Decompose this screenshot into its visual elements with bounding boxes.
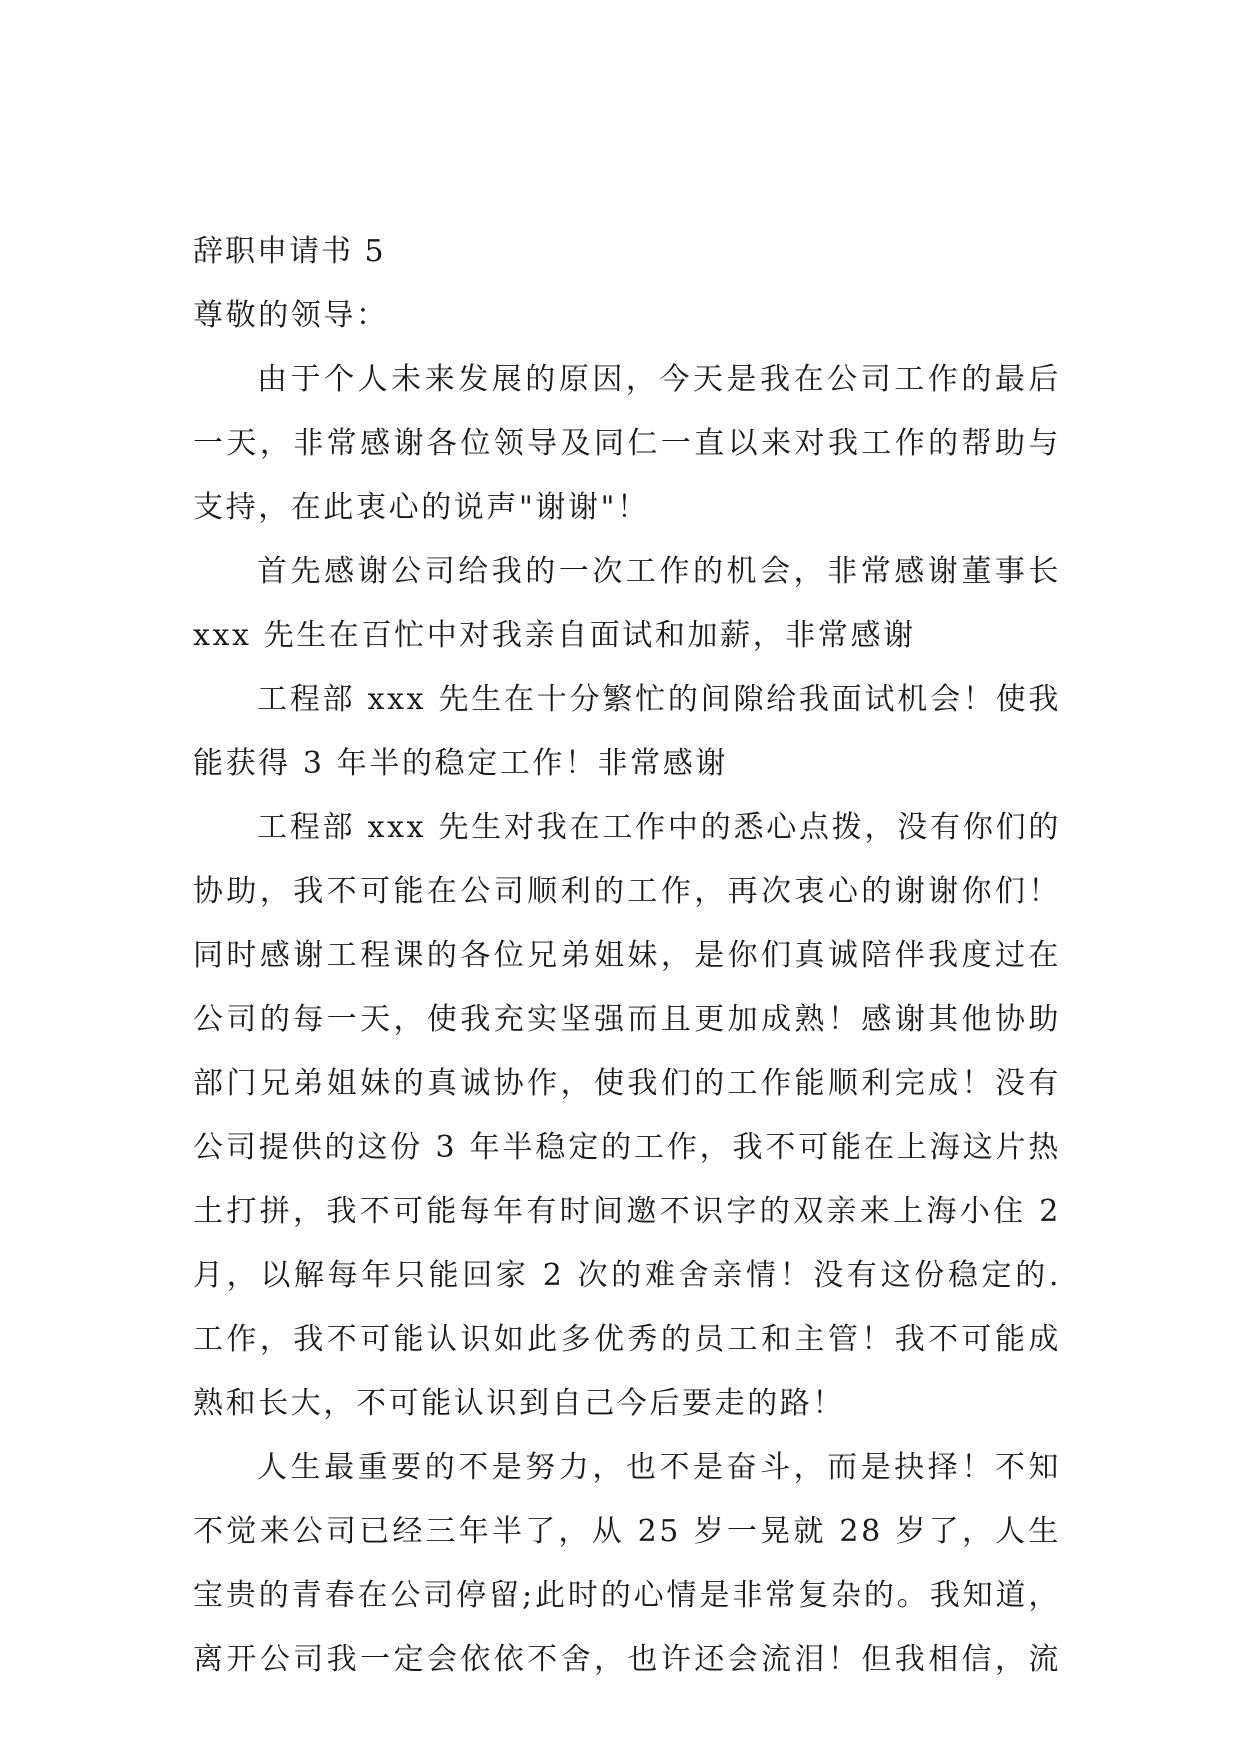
text-line: 部门兄弟姐妹的真诚协作，使我们的工作能顺利完成！没有 — [193, 1066, 1061, 1101]
text-line: 公司提供的这份 3 年半稳定的工作，我不可能在上海这片热 — [193, 1130, 1061, 1165]
text-line: 同时感谢工程课的各位兄弟姐妹，是你们真诚陪伴我度过在 — [193, 938, 1061, 973]
text-line: 首先感谢公司给我的一次工作的机会，非常感谢董事长 — [257, 554, 1061, 589]
text-line: xxx 先生在百忙中对我亲自面试和加薪，非常感谢 — [193, 618, 916, 653]
text-line: 工程部 xxx 先生在十分繁忙的间隙给我面试机会！使我 — [257, 682, 1061, 717]
text-line: 人生最重要的不是努力，也不是奋斗，而是抉择！不知 — [257, 1450, 1061, 1485]
document-body — [193, 220, 1061, 1692]
text-line: 熟和长大，不可能认识到自己今后要走的路！ — [193, 1386, 845, 1421]
text-line: 土打拼，我不可能每年有时间邀不识字的双亲来上海小住 2 — [193, 1194, 1061, 1229]
document-title: 辞职申请书 5 — [193, 234, 386, 269]
text-line: 公司的每一天，使我充实坚强而且更加成熟！感谢其他协助 — [193, 1002, 1061, 1037]
text-line: 宝贵的青春在公司停留;此时的心情是非常复杂的。我知道， — [193, 1578, 1061, 1613]
text-line: 协助，我不可能在公司顺利的工作，再次衷心的谢谢你们！ — [193, 874, 1061, 909]
text-line: 月，以解每年只能回家 2 次的难舍亲情！没有这份稳定的. — [193, 1258, 1061, 1293]
text-line: 一天，非常感谢各位领导及同仁一直以来对我工作的帮助与 — [193, 426, 1061, 461]
text-line: 工作，我不可能认识如此多优秀的员工和主管！我不可能成 — [193, 1322, 1061, 1357]
text-line: 工程部 xxx 先生对我在工作中的悉心点拨，没有你们的 — [257, 810, 1061, 845]
text-line: 不觉来公司已经三年半了，从 25 岁一晃就 28 岁了，人生 — [193, 1514, 1061, 1549]
text-line: 能获得 3 年半的稳定工作！非常感谢 — [193, 746, 728, 781]
salutation: 尊敬的领导： — [193, 298, 389, 333]
text-line: 离开公司我一定会依依不舍，也许还会流泪！但我相信，流 — [193, 1642, 1061, 1677]
text-line: 支持，在此衷心的说声"谢谢"！ — [193, 490, 650, 525]
text-line: 由于个人未来发展的原因，今天是我在公司工作的最后 — [257, 362, 1061, 397]
